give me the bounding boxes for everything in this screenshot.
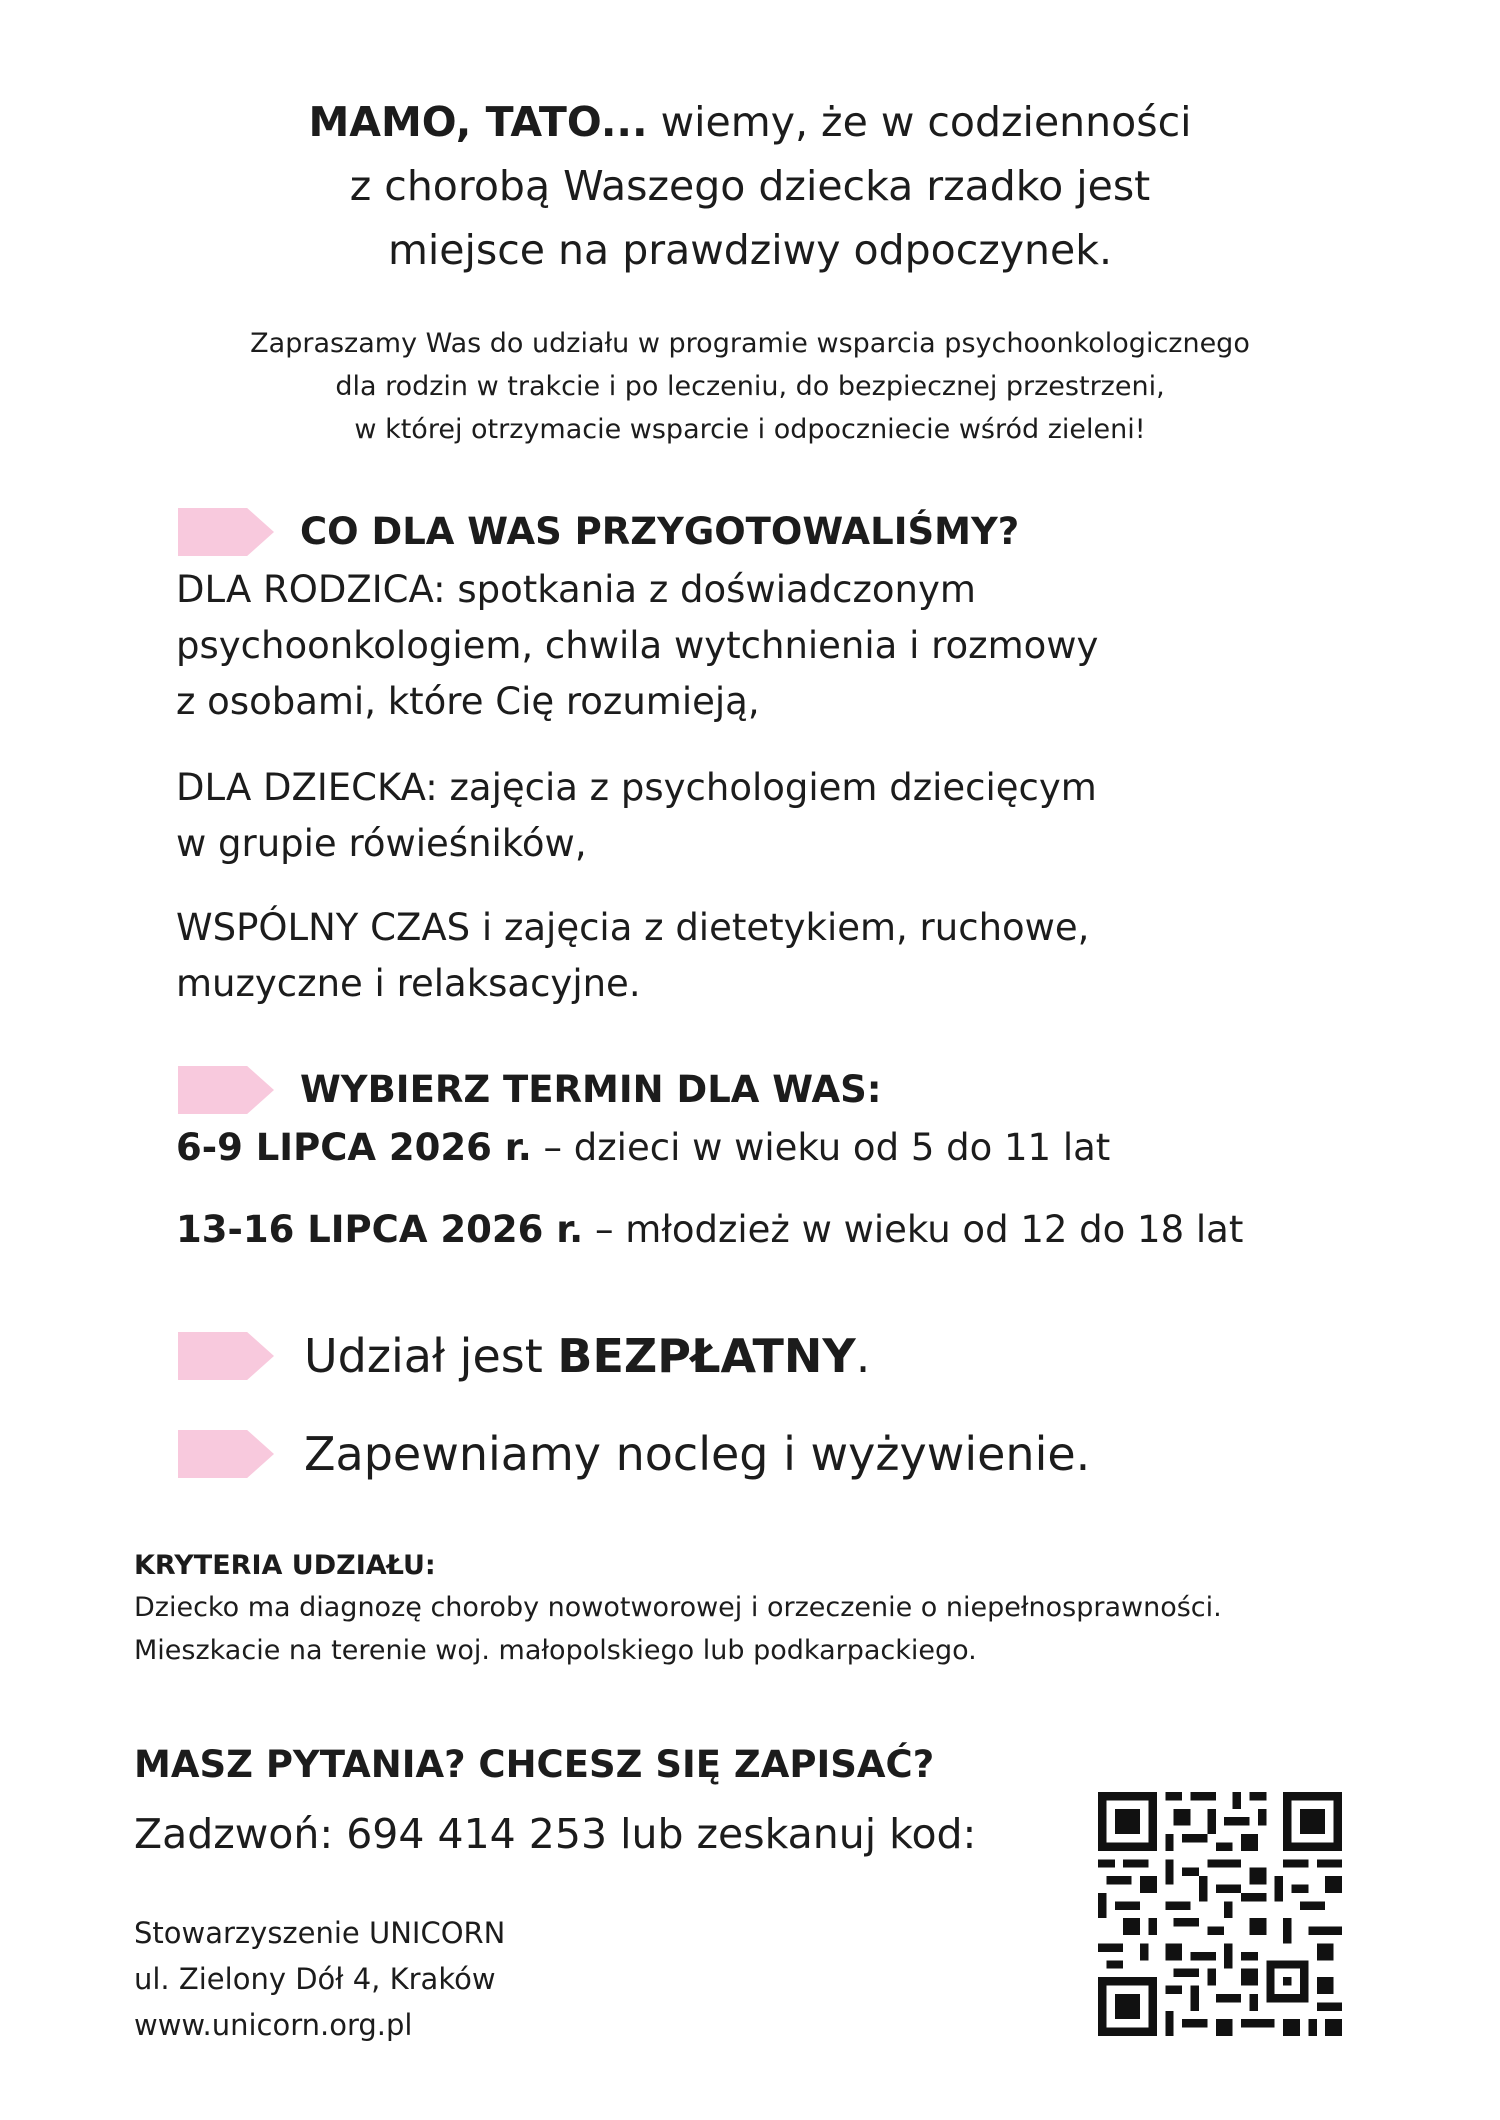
invitation-text bbox=[0, 322, 1500, 451]
pink-arrow-icon bbox=[178, 508, 274, 556]
free-participation bbox=[304, 1326, 870, 1386]
term-1-date: 6-9 LIPCA 2026 r. bbox=[176, 1126, 532, 1169]
offer-parent bbox=[176, 562, 1098, 730]
intro-bold-lead: MAMO, TATO... bbox=[308, 98, 648, 146]
term-2 bbox=[176, 1206, 1243, 1254]
pink-arrow-icon bbox=[178, 1430, 274, 1478]
invitation-line-2: dla rodzin w trakcie i po leczeniu, do bezpiecznej przestrzeni, bbox=[335, 371, 1165, 402]
offer-child bbox=[176, 760, 1097, 872]
invitation-line-3: w której otrzymacie wsparcie i odpoczniecie wśród zieleni! bbox=[354, 414, 1146, 445]
offer-parent-line: z osobami, które Cię rozumieją, bbox=[176, 680, 760, 723]
offer-together-line: muzyczne i relaksacyjne. bbox=[176, 962, 641, 1005]
offer-heading: CO DLA WAS PRZYGOTOWALIŚMY? bbox=[300, 510, 1020, 553]
offer-parent-line: psychoonkologiem, chwila wytchnienia i rozmowy bbox=[176, 624, 1099, 667]
free-bold: BEZPŁATNY bbox=[557, 1329, 856, 1383]
intro-line-2: z chorobą Waszego dziecka rzadko jest bbox=[349, 162, 1151, 210]
intro-line-1 bbox=[0, 90, 1500, 154]
intro-line-1-rest: wiemy, że w codzienności bbox=[647, 98, 1192, 146]
free-suffix: . bbox=[855, 1329, 871, 1383]
offer-child-line: DLA DZIECKA: zajęcia z psychologiem dziecięcym bbox=[176, 766, 1097, 809]
offer-together bbox=[176, 900, 1089, 1012]
qr-code-icon[interactable] bbox=[1098, 1792, 1342, 2036]
offer-parent-line: DLA RODZICA: spotkania z doświadczonym bbox=[176, 568, 976, 611]
criteria-list bbox=[134, 1586, 1222, 1672]
offer-child-line: w grupie rówieśników, bbox=[176, 822, 587, 865]
intro-line-3: miejsce na prawdziwy odpoczynek. bbox=[387, 226, 1113, 274]
terms-heading: WYBIERZ TERMIN DLA WAS: bbox=[300, 1068, 882, 1111]
term-2-date: 13-16 LIPCA 2026 r. bbox=[176, 1208, 584, 1251]
intro-heading bbox=[0, 90, 1500, 282]
pink-arrow-icon bbox=[178, 1066, 274, 1114]
term-1 bbox=[176, 1124, 1110, 1172]
address-org: Stowarzyszenie UNICORN bbox=[134, 1916, 506, 1950]
address-street: ul. Zielony Dół 4, Kraków bbox=[134, 1962, 496, 1996]
term-1-desc: – dzieci w wieku od 5 do 11 lat bbox=[531, 1126, 1111, 1169]
invitation-line-1: Zapraszamy Was do udziału w programie wsparcia psychoonkologicznego bbox=[250, 328, 1250, 359]
contact-call: Zadzwoń: 694 414 253 lub zeskanuj kod: bbox=[134, 1810, 977, 1858]
address-web[interactable]: www.unicorn.org.pl bbox=[134, 2008, 413, 2042]
criteria-line-1: Dziecko ma diagnozę choroby nowotworowej i orzeczenie o niepełnosprawności. bbox=[134, 1592, 1222, 1623]
lodging-text: Zapewniamy nocleg i wyżywienie. bbox=[304, 1427, 1091, 1481]
pink-arrow-icon bbox=[178, 1332, 274, 1380]
free-prefix: Udział jest bbox=[304, 1329, 558, 1383]
contact-question: MASZ PYTANIA? CHCESZ SIĘ ZAPISAĆ? bbox=[134, 1743, 935, 1786]
address-block bbox=[134, 1910, 505, 2048]
criteria-title: KRYTERIA UDZIAŁU: bbox=[134, 1550, 436, 1581]
offer-together-line: WSPÓLNY CZAS i zajęcia z dietetykiem, ruchowe, bbox=[176, 906, 1090, 949]
criteria-line-2: Mieszkacie na terenie woj. małopolskiego lub podkarpackiego. bbox=[134, 1635, 977, 1666]
term-2-desc: – młodzież w wieku od 12 do 18 lat bbox=[583, 1208, 1244, 1251]
